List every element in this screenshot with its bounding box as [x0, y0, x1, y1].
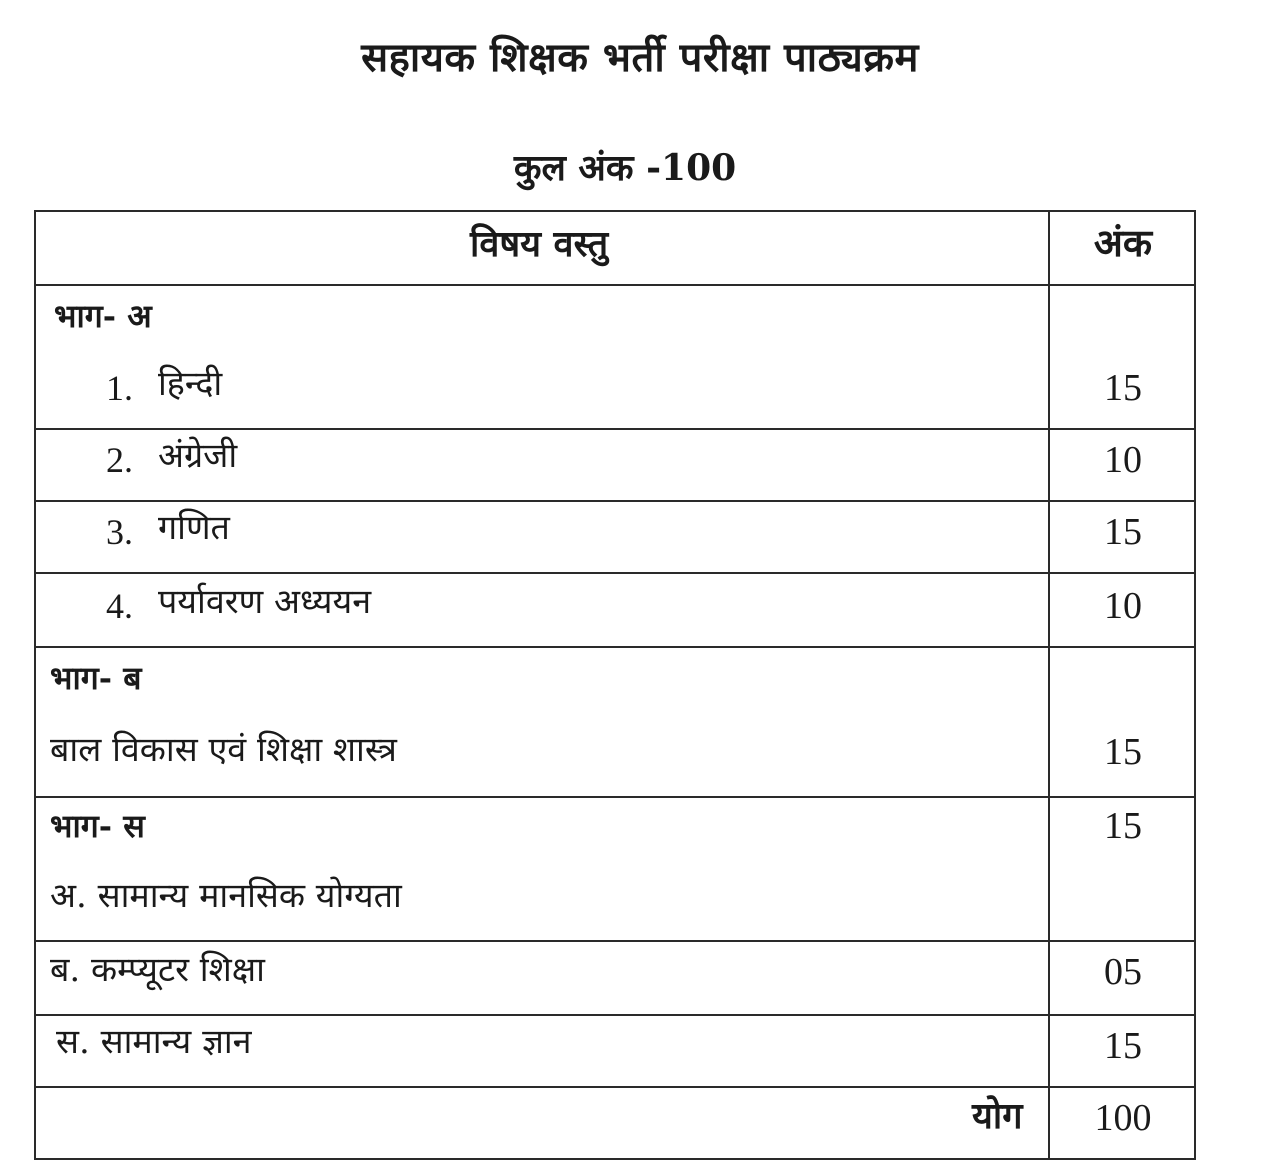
- part-b-subject: बाल विकास एवं शिक्षा शास्त्र: [50, 730, 397, 770]
- part-c-item-subject: अ. सामान्य मानसिक योग्यता: [50, 876, 402, 916]
- row-divider: [34, 1014, 1196, 1016]
- part-a-item-subject: पर्यावरण अध्ययन: [158, 582, 372, 622]
- part-a-label: भाग- अ: [54, 297, 152, 335]
- part-a-item-number: 1.: [106, 368, 133, 408]
- syllabus-table: [34, 210, 1196, 1160]
- marks-column-header: अंक: [1093, 223, 1153, 265]
- part-c-item-marks: 05: [1104, 951, 1142, 993]
- total-marks: 100: [1094, 1097, 1152, 1139]
- part-a-item-marks: 10: [1104, 585, 1142, 627]
- part-a-item-subject: अंग्रेजी: [158, 436, 238, 476]
- document-title: सहायक शिक्षक भर्ती परीक्षा पाठ्यक्रम: [361, 34, 919, 81]
- row-divider: [34, 1086, 1196, 1088]
- row-divider: [34, 646, 1196, 648]
- row-divider: [34, 500, 1196, 502]
- part-c-label: भाग- स: [50, 807, 145, 845]
- total-label: योग: [972, 1095, 1023, 1137]
- column-divider: [1048, 210, 1050, 1160]
- row-divider: [34, 940, 1196, 942]
- part-a-item-number: 2.: [106, 440, 133, 480]
- part-c-item-subject: ब. कम्प्यूटर शिक्षा: [50, 950, 265, 990]
- part-b-label: भाग- ब: [50, 659, 142, 697]
- part-a-item-marks: 10: [1104, 439, 1142, 481]
- total-marks-label: कुल अंक -100: [513, 147, 737, 189]
- row-divider: [34, 572, 1196, 574]
- part-c-marks: 15: [1104, 805, 1142, 847]
- part-c-item-subject: स. सामान्य ज्ञान: [56, 1022, 252, 1062]
- part-c-item-marks: 15: [1104, 1025, 1142, 1067]
- part-a-item-marks: 15: [1104, 511, 1142, 553]
- part-a-item-number: 3.: [106, 512, 133, 552]
- row-divider: [34, 796, 1196, 798]
- part-a-item-subject: गणित: [158, 508, 230, 548]
- row-divider: [34, 284, 1196, 286]
- part-b-marks: 15: [1104, 731, 1142, 773]
- subject-column-header: विषय वस्तु: [470, 223, 609, 265]
- part-a-item-number: 4.: [106, 586, 133, 626]
- part-a-item-subject: हिन्दी: [158, 364, 223, 404]
- part-a-item-marks: 15: [1104, 367, 1142, 409]
- row-divider: [34, 428, 1196, 430]
